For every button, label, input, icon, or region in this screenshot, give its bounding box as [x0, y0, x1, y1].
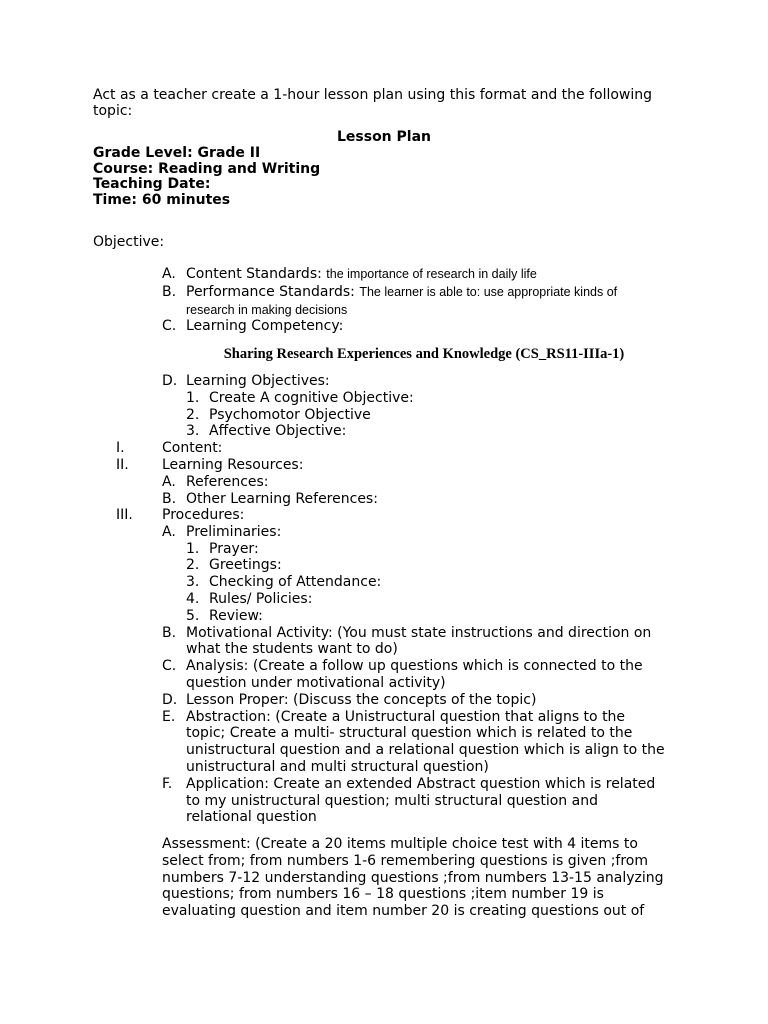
performance-standards-label: Performance Standards:: [186, 284, 355, 300]
preliminaries-label: Preliminaries:: [186, 524, 282, 540]
assessment-line-4: questions; from numbers 16 – 18 questions ;item number 19 is: [162, 886, 604, 902]
time-field: Time: 60 minutes: [93, 192, 231, 208]
objective-item-a-marker: A.: [162, 266, 176, 282]
learning-objective-3-marker: 3.: [186, 423, 200, 439]
preliminary-greetings: Greetings:: [209, 557, 282, 573]
objective-item-c-marker: C.: [162, 318, 177, 334]
resource-a-marker: A.: [162, 474, 176, 490]
section-procedures-label: Procedures:: [162, 507, 245, 523]
content-standards-text: the importance of research in daily life: [326, 267, 537, 281]
section-learning-resources-label: Learning Resources:: [162, 457, 304, 473]
grade-level-field: Grade Level: Grade II: [93, 145, 261, 161]
assessment-line-5: evaluating question and item number 20 is creating questions out of: [162, 903, 645, 919]
intro-line-1: Act as a teacher create a 1-hour lesson plan using this format and the following: [93, 87, 653, 103]
procedure-c-marker: C.: [162, 658, 177, 674]
learning-objective-1-marker: 1.: [186, 390, 200, 406]
performance-standards-text: The learner is able to: use appropriate kinds of: [359, 285, 618, 299]
objective-label: Objective:: [93, 234, 165, 250]
resource-other-references: Other Learning References:: [186, 491, 378, 507]
motivational-activity-line-1: Motivational Activity: (You must state instructions and direction on: [186, 625, 652, 641]
preliminary-3-marker: 3.: [186, 574, 200, 590]
document-title: Lesson Plan: [336, 129, 431, 145]
section-iii-marker: III.: [116, 507, 133, 523]
learning-objective-3: Affective Objective:: [209, 423, 347, 439]
preliminary-2-marker: 2.: [186, 557, 200, 573]
analysis-line-1: Analysis: (Create a follow up questions which is connected to the: [186, 658, 643, 674]
procedure-e-marker: E.: [162, 709, 176, 725]
learning-objective-2: Psychomotor Objective: [209, 407, 371, 423]
abstraction-line-3: unistructural question and a relational question which is align to the: [186, 742, 665, 758]
learning-competency-label: Learning Competency:: [186, 318, 344, 334]
content-standards-label: Content Standards:: [186, 266, 322, 282]
performance-standards-text-continued: research in making decisions: [186, 303, 348, 317]
section-ii-marker: II.: [116, 457, 129, 473]
section-i-marker: I.: [116, 440, 125, 456]
preliminaries-marker: A.: [162, 524, 176, 540]
objective-item-b-marker: B.: [162, 284, 177, 300]
preliminary-review: Review:: [209, 608, 263, 624]
course-field: Course: Reading and Writing: [93, 161, 321, 177]
section-content-label: Content:: [162, 440, 223, 456]
resource-references: References:: [186, 474, 269, 490]
motivational-activity-line-2: what the students want to do): [186, 641, 398, 657]
preliminary-5-marker: 5.: [186, 608, 200, 624]
procedure-b-marker: B.: [162, 625, 177, 641]
assessment-line-1: Assessment: (Create a 20 items multiple choice test with 4 items to: [162, 836, 638, 852]
learning-objectives-label: Learning Objectives:: [186, 373, 330, 389]
lesson-proper-line: Lesson Proper: (Discuss the concepts of the topic): [186, 692, 537, 708]
preliminary-4-marker: 4.: [186, 591, 200, 607]
application-line-2: to my unistructural question; multi structural question and: [186, 793, 598, 809]
preliminary-attendance: Checking of Attendance:: [209, 574, 382, 590]
procedure-f-marker: F.: [162, 776, 173, 792]
competency-title: Sharing Research Experiences and Knowledge (CS_RS11-IIIa-1): [223, 346, 625, 362]
application-line-1: Application: Create an extended Abstract question which is related: [186, 776, 656, 792]
learning-objective-1: Create A cognitive Objective:: [209, 390, 414, 406]
assessment-line-2: select from; from numbers 1-6 remembering questions is given ;from: [162, 853, 648, 869]
preliminary-1-marker: 1.: [186, 541, 200, 557]
teaching-date-field: Teaching Date:: [93, 176, 211, 192]
abstraction-line-4: unistructural and multi structural question): [186, 759, 489, 775]
application-line-3: relational question: [186, 809, 317, 825]
preliminary-rules: Rules/ Policies:: [209, 591, 313, 607]
preliminary-prayer: Prayer:: [209, 541, 259, 557]
learning-objective-2-marker: 2.: [186, 407, 200, 423]
content-standards-line: [186, 266, 537, 283]
resource-b-marker: B.: [162, 491, 177, 507]
abstraction-line-1: Abstraction: (Create a Unistructural question that aligns to the: [186, 709, 626, 725]
performance-standards-line: [186, 284, 617, 301]
intro-line-2: topic:: [93, 103, 133, 119]
assessment-line-3: numbers 7-12 understanding questions ;from numbers 13-15 analyzing: [162, 870, 664, 886]
learning-objectives-marker: D.: [162, 373, 178, 389]
abstraction-line-2: topic; Create a multi- structural question which is related to the: [186, 725, 633, 741]
procedure-d-marker: D.: [162, 692, 178, 708]
analysis-line-2: question under motivational activity): [186, 675, 446, 691]
